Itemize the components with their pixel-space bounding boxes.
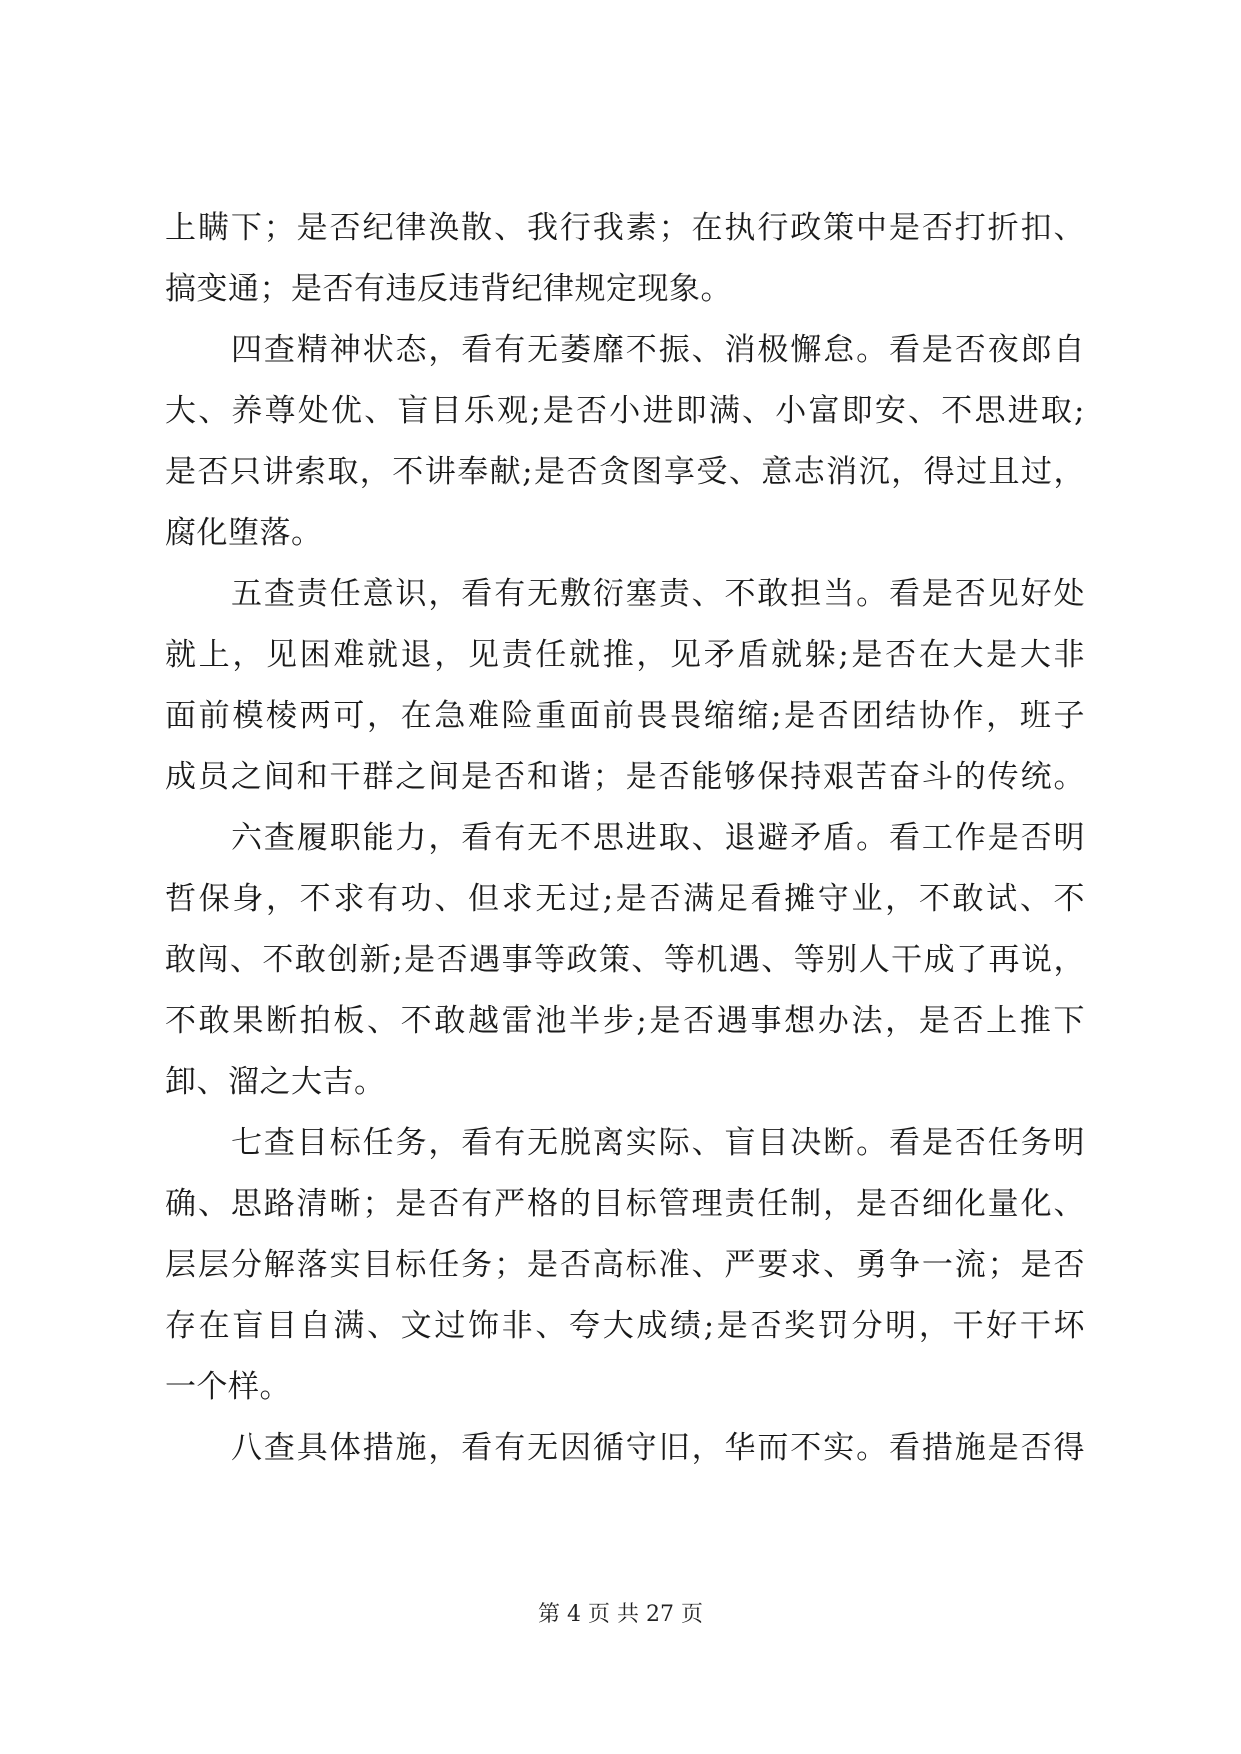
text-line: 上瞒下；是否纪律涣散、我行我素；在执行政策中是否打折扣、 — [165, 210, 1085, 246]
paragraph-start-line: 五查责任意识，看有无敷衍塞责、不敢担当。看是否见好处 — [231, 576, 1085, 612]
paragraph-start-line: 六查履职能力，看有无不思进取、退避矛盾。看工作是否明 — [231, 820, 1085, 856]
paragraph-start-line: 四查精神状态，看有无萎靡不振、消极懈怠。看是否夜郎自 — [231, 332, 1085, 368]
text-line: 敢闯、不敢创新;是否遇事等政策、等机遇、等别人干成了再说， — [165, 942, 1085, 978]
text-line: 成员之间和干群之间是否和谐；是否能够保持艰苦奋斗的传统。 — [165, 759, 1085, 795]
page-number-footer: 第 4 页 共 27 页 — [538, 1602, 703, 1627]
text-line: 就上，见困难就退，见责任就推，见矛盾就躲;是否在大是大非 — [165, 637, 1085, 673]
text-line: 存在盲目自满、文过饰非、夸大成绩;是否奖罚分明，干好干坏 — [165, 1308, 1085, 1344]
text-line: 哲保身，不求有功、但求无过;是否满足看摊守业，不敢试、不 — [165, 881, 1085, 917]
text-line: 确、思路清晰；是否有严格的目标管理责任制，是否细化量化、 — [165, 1186, 1085, 1222]
text-line: 不敢果断拍板、不敢越雷池半步;是否遇事想办法，是否上推下 — [165, 1003, 1085, 1039]
paragraph-start-line: 七查目标任务，看有无脱离实际、盲目决断。看是否任务明 — [231, 1125, 1085, 1161]
body-text — [165, 198, 1085, 1479]
text-line: 卸、溜之大吉。 — [165, 1064, 386, 1100]
text-line: 是否只讲索取，不讲奉献;是否贪图享受、意志消沉，得过且过， — [165, 454, 1085, 490]
paragraph-start-line: 八查具体措施，看有无因循守旧，华而不实。看措施是否得 — [231, 1430, 1085, 1466]
text-line: 层层分解落实目标任务；是否高标准、严要求、勇争一流；是否 — [165, 1247, 1085, 1283]
text-line: 面前模棱两可，在急难险重面前畏畏缩缩;是否团结协作，班子 — [165, 698, 1085, 734]
text-line: 一个样。 — [165, 1369, 291, 1405]
text-line: 大、养尊处优、盲目乐观;是否小进即满、小富即安、不思进取; — [165, 393, 1085, 429]
text-line: 腐化堕落。 — [165, 515, 323, 551]
text-line: 搞变通；是否有违反违背纪律规定现象。 — [165, 271, 732, 307]
